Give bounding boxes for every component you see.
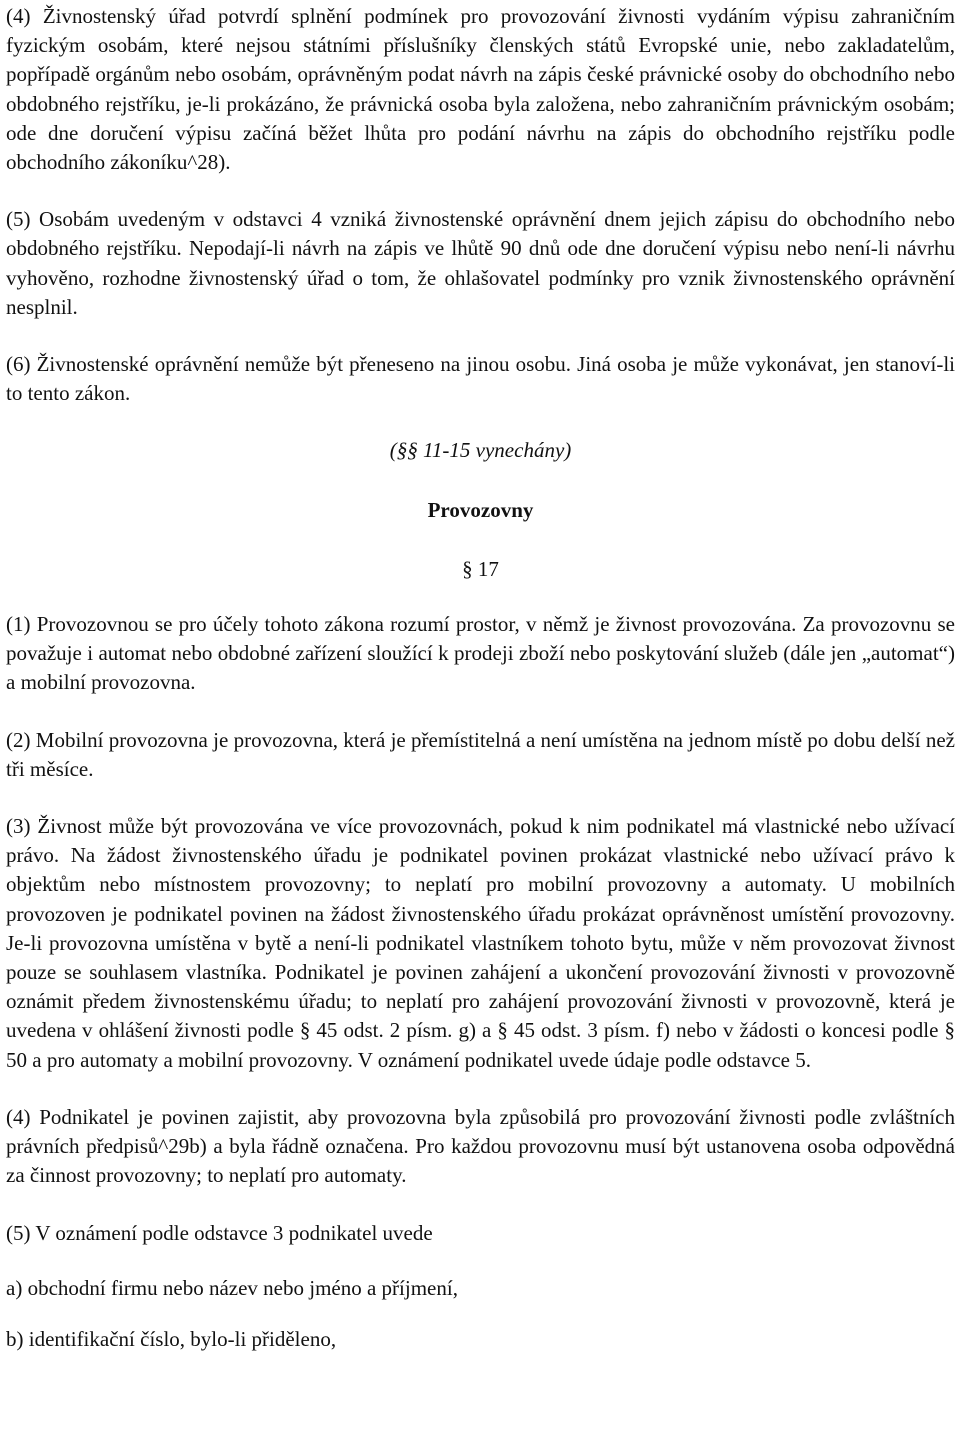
s17-paragraph-3: (3) Živnost může být provozována ve více provozovnách, pokud k nim podnikatel má vlastnické nebo užívací právo. Na žádost živnostenského úřadu je podnikatel povinen prokázat vlastnické nebo užívací právo k objektům nebo místnostem provozovny; to neplatí pro mobilní provozovny a automaty. U mobilních provozoven je podnikatel povinen na žádost živnostenského úřadu prokázat oprávněnost umístění provozovny. Je-li provozovna umístěna v bytě a není-li podnikatel vlastníkem tohoto bytu, může v něm provozovat živnost pouze se souhlasem vlastníka. Podnikatel je povinen zahájení a ukončení provozování živnosti v provozovně oznámit předem živnostenskému úřadu; to neplatí pro zahájení provozování živnosti v provozovně, která je uvedena v ohlášení živnosti podle § 45 odst. 2 písm. g) a § 45 odst. 3 písm. f) nebo v žádosti o koncesi podle § 50 a pro automaty a mobilní provozovny. V oznámení podnikatel uvede údaje podle odstavce 5.	[6, 814, 955, 1072]
paragraph-4: (4) Živnostenský úřad potvrdí splnění podmínek pro provozování živnosti vydáním výpisu zahraničním fyzickým osobám, které nejsou státními příslušníky členských států Evropské unie, nebo zakladatelům, popřípadě orgánům nebo osobám, oprávněným podat návrh na zápis české právnické osoby do obchodního nebo obdobného rejstříku, je-li prokázáno, že právnická osoba byla založena, nebo zahraničním právnickým osobám; ode dne doručení výpisu začíná běžet lhůta pro podání návrhu na zápis do obchodního rejstříku podle obchodního zákoníku^28).	[6, 4, 955, 175]
s17-paragraph-5: (5) V oznámení podle odstavce 3 podnikatel uvede	[6, 1220, 433, 1245]
list-item-a: a) obchodní firmu nebo název nebo jméno a příjmení,	[6, 1275, 458, 1300]
section-heading: Provozovny	[427, 497, 534, 522]
document-page	[6, 2, 955, 1354]
s17-paragraph-2: (2) Mobilní provozovna je provozovna, která je přemístitelná a není umístěna na jednom místě po dobu delší než tři měsíce.	[6, 727, 955, 781]
paragraph-5: (5) Osobám uvedeným v odstavci 4 vzniká živnostenské oprávnění dnem jejich zápisu do obchodního nebo obdobného rejstříku. Nepodají-li návrh na zápis ve lhůtě 90 dnů ode dne doručení výpisu nebo není-li návrhu vyhověno, rozhodne živnostenský úřad o tom, že ohlašovatel podmínky pro vznik živnostenského oprávnění nesplnil.	[6, 207, 955, 319]
omitted-sections-note: (§§ 11-15 vynechány)	[389, 438, 572, 463]
s17-paragraph-4: (4) Podnikatel je povinen zajistit, aby provozovna byla způsobilá pro provozování živnosti podle zvláštních právních předpisů^29b) a byla řádně označena. Pro každou provozovnu musí být ustanovena osoba odpovědná za činnost provozovny; to neplatí pro automaty.	[6, 1104, 955, 1188]
section-number: § 17	[462, 556, 499, 581]
s17-paragraph-1: (1) Provozovnou se pro účely tohoto zákona rozumí prostor, v němž je živnost provozována. Za provozovnu se považuje i automat nebo obdobné zařízení sloužící k prodeji zboží nebo poskytování služeb (dále jen „automat“) a mobilní provozovna.	[6, 612, 955, 695]
list-item-b: b) identifikační číslo, bylo-li přiděleno,	[6, 1326, 337, 1351]
paragraph-6: (6) Živnostenské oprávnění nemůže být přeneseno na jinou osobu. Jiná osoba je může vykonávat, jen stanoví-li to tento zákon.	[6, 352, 955, 406]
